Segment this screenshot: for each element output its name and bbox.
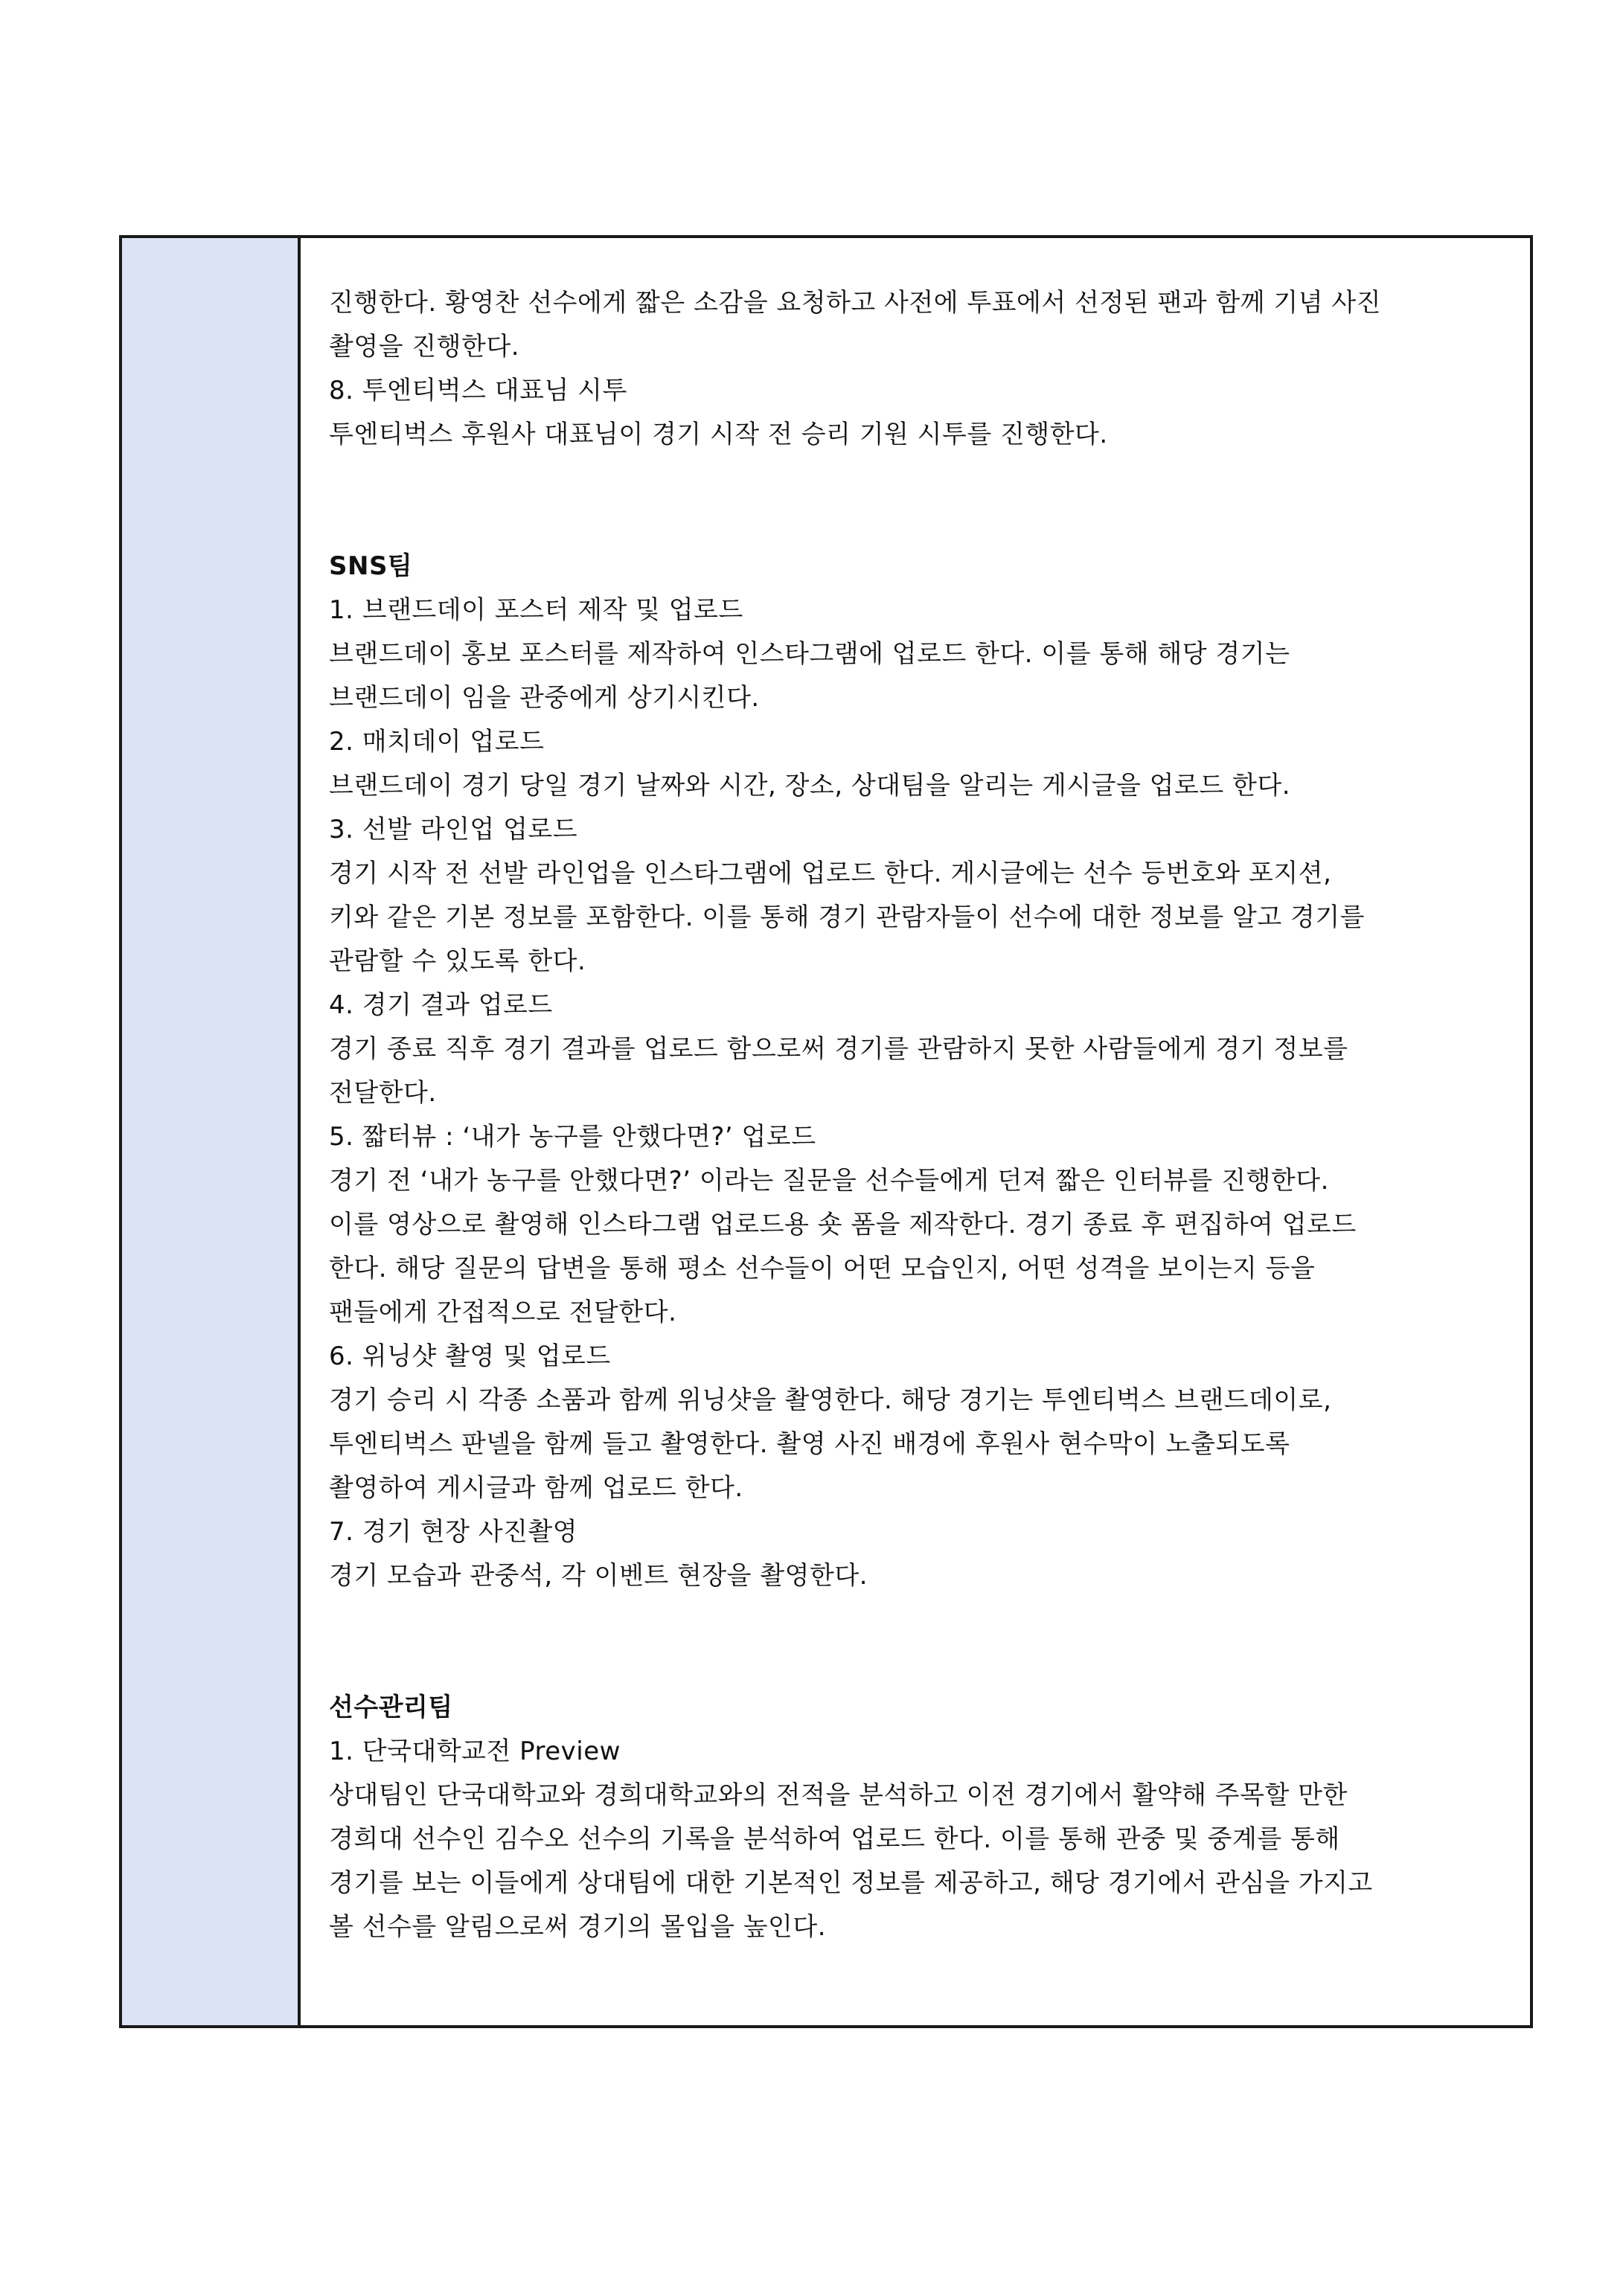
document-table [119,235,1533,2028]
text-line: 경기 전 ‘내가 농구를 안했다면?’ 이라는 질문을 선수들에게 던져 짧은 인터뷰를 진행한다. [329,1166,1329,1196]
table-content-cell [301,238,1530,2025]
text-line: 진행한다. 황영찬 선수에게 짧은 소감을 요청하고 사전에 투표에서 선정된 팬과 함께 기념 사진 [329,288,1382,318]
list-item-title: 2. 매치데이 업로드 [329,727,545,757]
text-line: 촬영을 진행한다. [329,332,520,362]
text-line: 브랜드데이 임을 관중에게 상기시킨다. [329,683,760,713]
section-spacer [329,457,1515,545]
list-item-title: 7. 경기 현장 사진촬영 [329,1517,578,1547]
text-line: 경기 종료 직후 경기 결과를 업로드 함으로써 경기를 관람하지 못한 사람들에게 경기 정보를 [329,1034,1348,1064]
text-line: 촬영하여 게시글과 함께 업로드 한다. [329,1473,743,1503]
text-line: 팬들에게 간접적으로 전달한다. [329,1298,677,1327]
text-line: 키와 같은 기본 정보를 포함한다. 이를 통해 경기 관람자들이 선수에 대한 정보를 알고 경기를 [329,902,1366,932]
sns-team-section [329,545,1515,1598]
section-heading: SNS팀 [329,551,413,581]
list-item-title: 8. 투엔티벅스 대표님 시투 [329,376,627,405]
text-line: 경기 승리 시 각종 소품과 함께 위닝샷을 촬영한다. 해당 경기는 투엔티벅스 브랜드데이로, [329,1385,1332,1415]
text-line: 한다. 해당 질문의 답변을 통해 평소 선수들이 어떤 모습인지, 어떤 성격을 보이는지 등을 [329,1254,1316,1283]
text-line: 투엔티벅스 판넬을 함께 들고 촬영한다. 촬영 사진 배경에 후원사 현수막이 노출되도록 [329,1429,1290,1459]
text-line: 브랜드데이 홍보 포스터를 제작하여 인스타그램에 업로드 한다. 이를 통해 해당 경기는 [329,639,1290,669]
text-line: 경기를 보는 이들에게 상대팀에 대한 기본적인 정보를 제공하고, 해당 경기에서 관심을 가지고 [329,1868,1373,1898]
text-line: 경기 모습과 관중석, 각 이벤트 현장을 촬영한다. [329,1561,868,1591]
list-item-title: 3. 선발 라인업 업로드 [329,815,578,844]
player-management-section [329,1686,1515,1949]
text-line: 이를 영상으로 촬영해 인스타그램 업로드용 숏 폼을 제작한다. 경기 종료 후 편집하여 업로드 [329,1210,1357,1240]
text-line: 경희대 선수인 김수오 선수의 기록을 분석하여 업로드 한다. 이를 통해 관중 및 중계를 통해 [329,1824,1340,1854]
section-heading: 선수관리팀 [329,1693,453,1722]
text-line: 관람할 수 있도록 한다. [329,946,586,976]
list-item-title: 6. 위닝샷 촬영 및 업로드 [329,1341,611,1371]
table-label-column [122,238,301,2025]
list-item-title: 1. 단국대학교전 Preview [329,1737,621,1766]
list-item-title: 4. 경기 결과 업로드 [329,990,553,1020]
text-line: 상대팀인 단국대학교와 경희대학교와의 전적을 분석하고 이전 경기에서 활약해 주목할 만한 [329,1780,1348,1810]
list-item-title: 1. 브랜드데이 포스터 제작 및 업로드 [329,595,743,625]
text-line: 볼 선수를 알림으로써 경기의 몰입을 높인다. [329,1912,827,1942]
text-line: 투엔티벅스 후원사 대표님이 경기 시작 전 승리 기원 시투를 진행한다. [329,420,1108,449]
text-line: 경기 시작 전 선발 라인업을 인스타그램에 업로드 한다. 게시글에는 선수 등번호와 포지션, [329,859,1332,888]
intro-section [329,281,1515,457]
list-item-title: 5. 짧터뷰 : ‘내가 농구를 안했다면?’ 업로드 [329,1122,816,1152]
text-line: 전달한다. [329,1078,437,1108]
section-spacer [329,1598,1515,1686]
text-line: 브랜드데이 경기 당일 경기 날짜와 시간, 장소, 상대팀을 알리는 게시글을 업로드 한다. [329,771,1290,801]
